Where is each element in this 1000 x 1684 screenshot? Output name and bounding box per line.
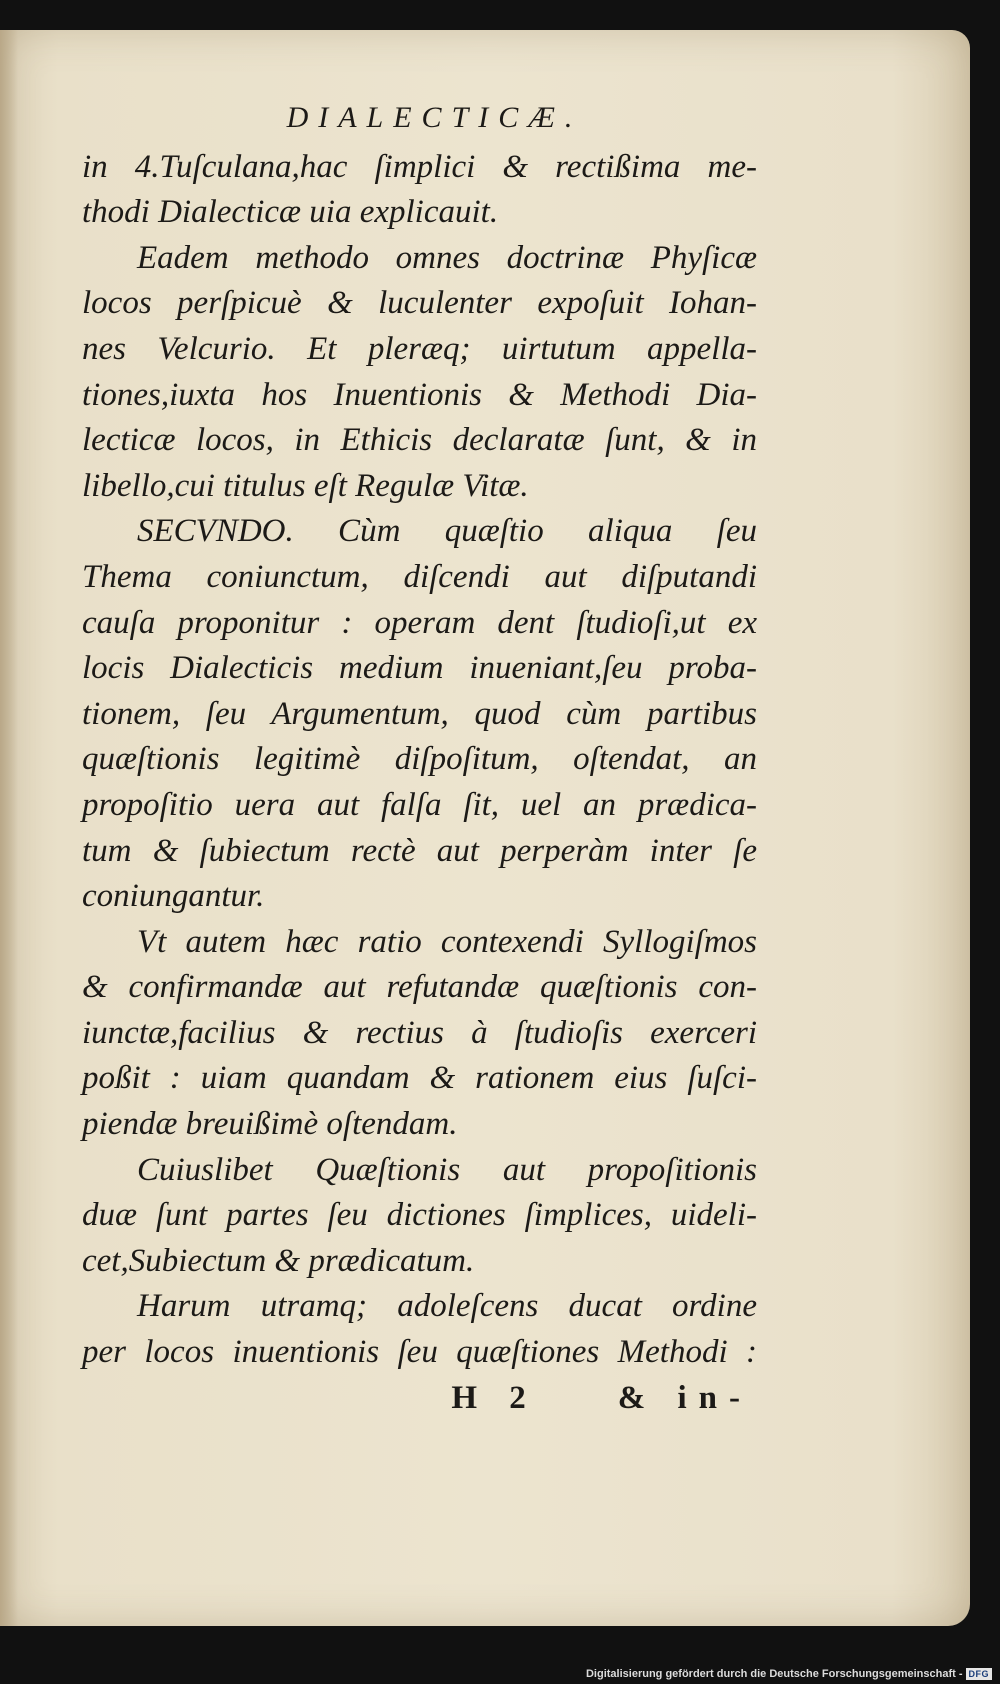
text-line: SECVNDO. Cùm quæſtio aliqua ſeu — [137, 513, 757, 550]
text-line: Eadem methodo omnes doctrinæ Phyſicæ — [137, 239, 757, 276]
text-line: cauſa proponitur : operam dent ſtudioſi,ut ex — [82, 604, 757, 641]
paragraph-6 — [82, 1284, 757, 1375]
digitization-credit — [586, 1668, 992, 1680]
credit-text: Digitalisierung gefördert durch die Deutsche Forschungsgemeinschaft - — [585, 1668, 963, 1680]
text-line: coniungantur. — [82, 878, 265, 915]
text-line: tum & ſubiectum rectè aut perperàm inter ſe — [82, 832, 757, 869]
paragraph-3 — [82, 509, 757, 919]
text-line: Cuiuslibet Quæſtionis aut propoſitionis — [137, 1151, 757, 1188]
text-line: iunctæ,facilius & rectius à ſtudioſis exerceri — [82, 1014, 757, 1051]
text-line: piendæ breuißimè oſtendam. — [82, 1106, 458, 1143]
text-line: in 4.Tuſculana,hac ſimplici & rectißima me- — [82, 148, 757, 185]
catchword: & in- — [617, 1379, 752, 1416]
dfg-logo-icon: DFG — [966, 1668, 993, 1680]
text-line: Vt autem hæc ratio contexendi Syllogiſmos — [137, 923, 757, 960]
text-line: propoſitio uera aut falſa ſit, uel an prædica- — [82, 786, 757, 823]
page-gutter-shadow — [0, 30, 18, 1626]
text-line: nes Velcurio. Et pleræq; uirtutum appella- — [82, 330, 757, 367]
text-line: Harum utramq; adoleſcens ducat ordine — [137, 1288, 757, 1325]
signature-mark: H 2 — [451, 1379, 538, 1416]
running-head: DIALECTICÆ. — [286, 101, 583, 134]
text-line: locos perſpicuè & luculenter expoſuit Iohan- — [82, 285, 757, 322]
text-line: cet,Subiectum & prædicatum. — [82, 1242, 475, 1279]
text-line: per locos inuentionis ſeu quæſtiones Methodi : — [82, 1334, 757, 1371]
page-footer-marks — [82, 1376, 757, 1422]
text-line: & confirmandæ aut refutandæ quæſtionis con- — [82, 969, 757, 1006]
text-line: tiones,iuxta hos Inuentionis & Methodi Dia- — [82, 376, 757, 413]
text-line: lecticæ locos, in Ethicis declaratæ ſunt, & in — [82, 422, 757, 459]
paragraph-4 — [82, 920, 757, 1148]
text-line: tionem, ſeu Argumentum, quod cùm partibus — [82, 695, 757, 732]
paragraph-5 — [82, 1148, 757, 1285]
text-line: libello,cui titulus eſt Regulæ Vitæ. — [82, 467, 529, 504]
text-line: duæ ſunt partes ſeu dictiones ſimplices, uideli- — [82, 1197, 757, 1234]
paragraph-2 — [82, 236, 757, 510]
text-line: quæſtionis legitimè diſpoſitum, oſtendat, an — [82, 741, 757, 778]
text-line: Thema coniunctum, diſcendi aut diſputandi — [82, 558, 757, 595]
page-text-block — [82, 95, 757, 1421]
text-line: thodi Dialecticæ uia explicauit. — [82, 194, 499, 231]
paragraph-1 — [82, 145, 757, 236]
text-line: poßit : uiam quandam & rationem eius ſuſci- — [82, 1060, 757, 1097]
text-line: locis Dialecticis medium inueniant,ſeu proba- — [82, 650, 757, 687]
